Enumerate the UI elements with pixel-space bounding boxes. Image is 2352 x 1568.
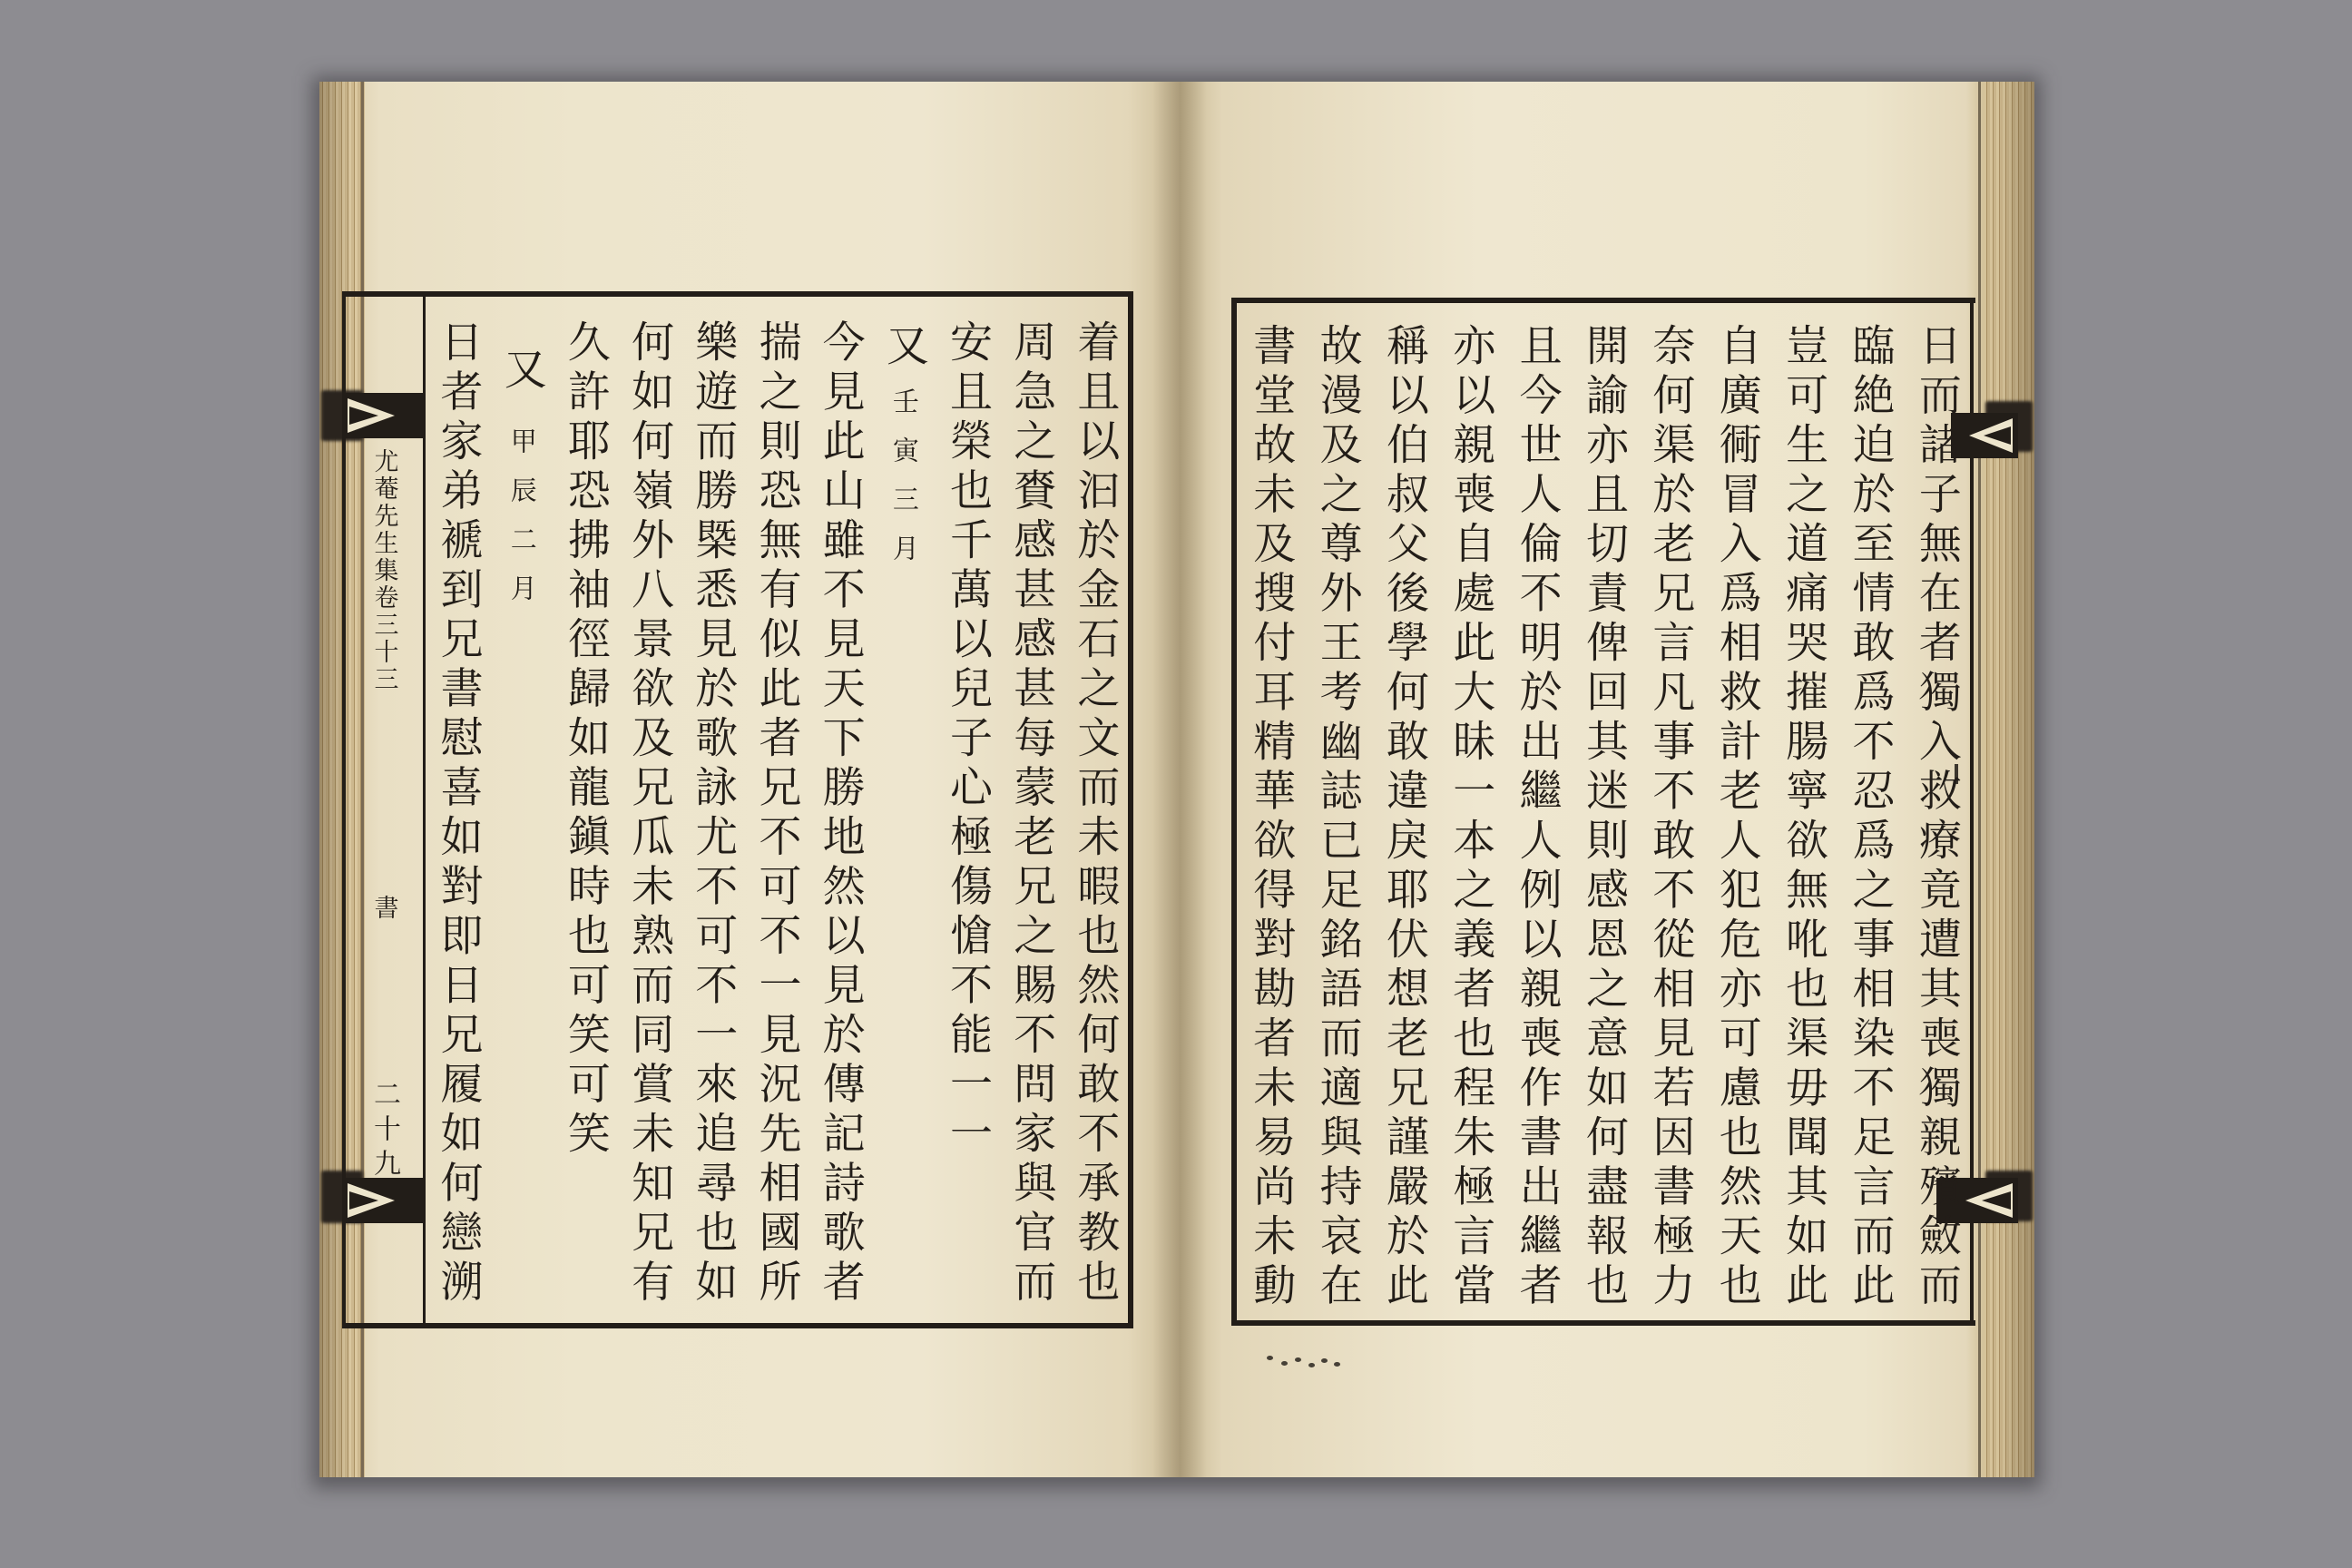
letter-heading-column [872, 319, 936, 1318]
column-text: 亦以親喪自處此大昧一本之義者也程朱極言當 [1446, 323, 1496, 1312]
text-column [1000, 319, 1063, 1318]
fish-tail-upper-left [342, 393, 424, 438]
text-column [426, 319, 490, 1318]
column-text: 着且以汩於金石之文而未暇也然何敢不承教也 [1070, 319, 1121, 1308]
ink-smudge [1321, 1358, 1328, 1363]
text-column [1437, 323, 1504, 1321]
left-frame-right-rule [1128, 291, 1133, 1328]
left-frame-top-rule [342, 291, 1133, 297]
book-volume-title: 尤菴先生集卷三十三 [369, 448, 398, 693]
letter-date: 壬寅三月 [888, 387, 920, 583]
left-page-text [426, 319, 1127, 1318]
text-column [1837, 323, 1903, 1321]
column-text: 久許耶恐拂袖徑歸如龍鎭時也可笑可笑 [560, 319, 611, 1161]
banxin-title [346, 448, 422, 693]
right-page-text [1238, 323, 1970, 1321]
column-text: 故漫及之尊外王考幽誌已足銘語而適與持哀在 [1312, 323, 1363, 1312]
letter-heading: 又 [878, 323, 929, 373]
text-column [1371, 323, 1437, 1321]
banxin-page-number [346, 1080, 422, 1183]
right-frame-left-rule [1231, 298, 1237, 1326]
text-column [745, 319, 808, 1318]
text-column [1304, 323, 1370, 1321]
page-number: 二十九 [368, 1080, 400, 1183]
ink-smudge [1281, 1361, 1288, 1366]
column-text: 周急之賚感甚感甚每蒙老兄之賜不問家與官而 [1006, 319, 1057, 1308]
column-text: 奈何渠於老兄言凡事不敢不從相見若因書極力 [1645, 323, 1696, 1312]
banxin-inner-rule [423, 291, 426, 1328]
column-text: 日者家弟褫到兄書慰喜如對即日兄履如何戀溯 [433, 319, 484, 1308]
text-column [681, 319, 745, 1318]
letter-heading: 又 [496, 347, 547, 397]
text-column [618, 319, 681, 1318]
column-text: 樂遊而勝槩悉見於歌詠尤不可不一來追尋也如 [688, 319, 739, 1308]
column-text: 自廣衕冒入爲相救計老人犯危亦可慮也然天也 [1711, 323, 1762, 1312]
text-column [936, 319, 999, 1318]
text-column [1904, 323, 1970, 1321]
ink-smudge [1267, 1356, 1273, 1360]
column-text: 何如何嶺外八景欲及兄瓜未熟而同賞未知兄有 [624, 319, 675, 1308]
letter-heading-column [490, 319, 554, 1318]
column-text: 今見此山雖不見天下勝地然以見於傳記詩歌者 [815, 319, 866, 1308]
text-column [1571, 323, 1637, 1321]
right-fold-line [1978, 82, 1981, 1477]
text-column [1063, 319, 1127, 1318]
text-column [1504, 323, 1570, 1321]
column-text: 揣之則恐無有似此者兄不可不一見況先相國所 [751, 319, 802, 1308]
text-column [1238, 323, 1304, 1321]
text-column [808, 319, 872, 1318]
letter-date: 甲辰二月 [506, 426, 538, 623]
right-frame-top-rule [1231, 298, 1975, 303]
column-text: 且今世人倫不明於出繼人例以親喪作書出繼者 [1512, 323, 1563, 1312]
text-column [554, 319, 617, 1318]
column-text: 臨絶迫於至情敢爲不忍爲之事相染不足言而此 [1845, 323, 1896, 1312]
binding-gutter-shadow [1152, 82, 1207, 1477]
text-column [1637, 323, 1703, 1321]
column-text: 安且榮也千萬以兒子心極傷愴不能一一 [943, 319, 994, 1161]
column-text: 日而諸子無在者獨入救療竟遭其喪獨親殯斂而 [1911, 323, 1962, 1312]
fish-tail-lower-left [342, 1178, 424, 1223]
column-text: 豈可生之道痛哭摧腸寧欲無吪也渠毋聞其如此 [1779, 323, 1829, 1312]
ink-smudge [1295, 1357, 1301, 1362]
text-column [1770, 323, 1837, 1321]
text-column [1704, 323, 1770, 1321]
column-text: 稱以伯叔父後學何敢違戾耶伏想老兄謹嚴於此 [1378, 323, 1429, 1312]
ink-smudge [1334, 1362, 1340, 1367]
ink-smudge [1308, 1363, 1315, 1367]
right-page-edge-stack [1984, 82, 2034, 1477]
banxin-section [346, 895, 422, 922]
left-frame-bottom-rule [342, 1323, 1133, 1328]
section-label: 書 [369, 895, 398, 922]
column-text: 開諭亦且切責俾回其迷則感恩之意如何盡報也 [1579, 323, 1630, 1312]
column-text: 書堂故未及搜付耳精華欲得對勘者未易尚未動 [1246, 323, 1297, 1312]
